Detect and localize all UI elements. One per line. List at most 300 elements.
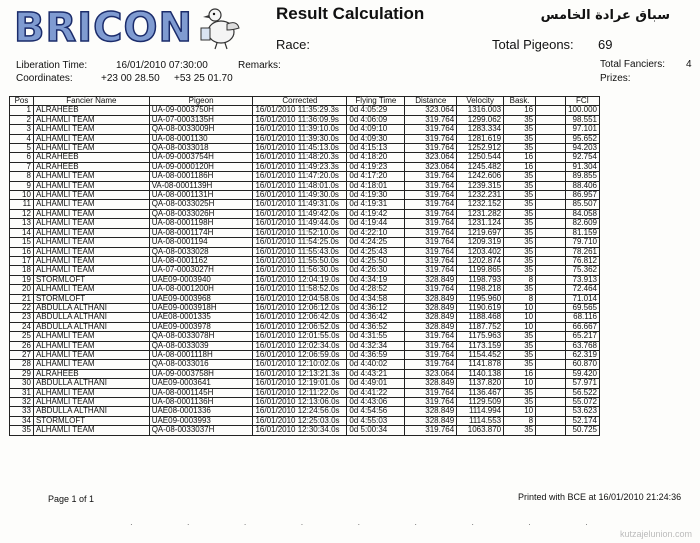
table-row bbox=[10, 191, 600, 200]
table-cell bbox=[536, 426, 566, 435]
table-cell bbox=[536, 303, 566, 312]
table-cell: 0d 4:36:52 bbox=[347, 322, 405, 331]
table-cell: 1195.960 bbox=[457, 294, 504, 303]
table-cell: 35 bbox=[504, 256, 536, 265]
table-cell: UAE09-0003940 bbox=[149, 275, 253, 284]
table-cell: 0d 4:25:50 bbox=[347, 256, 405, 265]
table-cell: 62.319 bbox=[565, 350, 599, 359]
table-cell: 1129.509 bbox=[457, 398, 504, 407]
total-pigeons-value: 69 bbox=[598, 37, 613, 52]
table-cell: 35 bbox=[504, 115, 536, 124]
table-cell bbox=[536, 153, 566, 162]
table-cell: 1209.319 bbox=[457, 238, 504, 247]
table-cell: 319.764 bbox=[405, 398, 457, 407]
table-cell: 1175.963 bbox=[457, 332, 504, 341]
table-cell: 10 bbox=[504, 303, 536, 312]
table-cell bbox=[536, 285, 566, 294]
table-cell: UA-09-0003750H bbox=[149, 106, 253, 115]
table-cell: 0d 4:05:29 bbox=[347, 106, 405, 115]
table-cell: 0d 4:19:23 bbox=[347, 162, 405, 171]
table-cell: 1239.315 bbox=[457, 181, 504, 190]
table-cell: 4 bbox=[10, 134, 34, 143]
table-cell bbox=[536, 228, 566, 237]
col-header bbox=[536, 97, 566, 106]
prizes-label: Prizes: bbox=[600, 73, 631, 84]
table-cell: 10 bbox=[504, 407, 536, 416]
table-cell: 92.754 bbox=[565, 153, 599, 162]
table-cell: STORMLOFT bbox=[33, 294, 149, 303]
table-cell: 94.203 bbox=[565, 144, 599, 153]
table-cell: 16 bbox=[504, 106, 536, 115]
table-row bbox=[10, 313, 600, 322]
table-cell: UA-08-0001174H bbox=[149, 228, 253, 237]
table-cell: UA-08-0001194 bbox=[149, 238, 253, 247]
table-cell: QA-08-0033025H bbox=[149, 200, 253, 209]
table-cell: 319.764 bbox=[405, 238, 457, 247]
table-cell: 35 bbox=[504, 388, 536, 397]
table-cell: 1231.282 bbox=[457, 209, 504, 218]
table-cell: 95.652 bbox=[565, 134, 599, 143]
table-cell: 35 bbox=[504, 181, 536, 190]
table-cell: ALRAHEEB bbox=[33, 369, 149, 378]
table-cell: ABDULLA ALTHANI bbox=[33, 407, 149, 416]
table-cell: 16/01/2010 12:19:01.0s bbox=[253, 379, 347, 388]
table-cell: 16/01/2010 11:49:42.0s bbox=[253, 209, 347, 218]
table-cell bbox=[536, 256, 566, 265]
table-cell: 53.623 bbox=[565, 407, 599, 416]
table-row bbox=[10, 115, 600, 124]
table-cell bbox=[536, 238, 566, 247]
table-cell: 35 bbox=[504, 209, 536, 218]
table-cell: 16/01/2010 11:52:10.0s bbox=[253, 228, 347, 237]
table-cell: 1 bbox=[10, 106, 34, 115]
table-cell: 35 bbox=[504, 219, 536, 228]
col-header: Bask. bbox=[504, 97, 536, 106]
table-cell: 16/01/2010 11:54:25.0s bbox=[253, 238, 347, 247]
table-cell: VA-08-0001139H bbox=[149, 181, 253, 190]
table-cell: UA-08-0001118H bbox=[149, 350, 253, 359]
table-cell: 79.710 bbox=[565, 238, 599, 247]
table-cell: UA-09-0003758H bbox=[149, 369, 253, 378]
table-cell: 1114.994 bbox=[457, 407, 504, 416]
table-cell: 0d 4:49:01 bbox=[347, 379, 405, 388]
table-row bbox=[10, 360, 600, 369]
table-cell: 1188.468 bbox=[457, 313, 504, 322]
table-cell bbox=[536, 209, 566, 218]
col-header: Pos bbox=[10, 97, 34, 106]
table-cell: 319.764 bbox=[405, 191, 457, 200]
table-cell: ALHAMLI TEAM bbox=[33, 256, 149, 265]
table-cell bbox=[536, 266, 566, 275]
coordinates-lat: +23 00 28.50 bbox=[101, 73, 160, 84]
table-cell: 35 bbox=[504, 426, 536, 435]
table-cell: ALHAMLI TEAM bbox=[33, 398, 149, 407]
table-cell bbox=[536, 398, 566, 407]
table-cell: 52.174 bbox=[565, 416, 599, 425]
table-cell: 328.849 bbox=[405, 275, 457, 284]
table-cell bbox=[536, 313, 566, 322]
table-cell: 21 bbox=[10, 294, 34, 303]
table-cell: 0d 4:36:59 bbox=[347, 350, 405, 359]
table-cell: 16/01/2010 11:47:20.0s bbox=[253, 172, 347, 181]
table-row bbox=[10, 285, 600, 294]
table-cell: 319.764 bbox=[405, 247, 457, 256]
table-cell: ALHAMLI TEAM bbox=[33, 350, 149, 359]
table-cell: UA-08-0001136H bbox=[149, 398, 253, 407]
col-header: Fancier Name bbox=[33, 97, 149, 106]
table-cell: 0d 4:17:20 bbox=[347, 172, 405, 181]
table-cell: ABDULLA ALTHANI bbox=[33, 322, 149, 331]
table-cell: ABDULLA ALTHANI bbox=[33, 313, 149, 322]
table-cell: 86.957 bbox=[565, 191, 599, 200]
table-cell: 323.064 bbox=[405, 153, 457, 162]
table-cell: 10 bbox=[504, 313, 536, 322]
table-cell: UAE09-0003968 bbox=[149, 294, 253, 303]
table-cell: ALRAHEEB bbox=[33, 106, 149, 115]
table-cell: 319.764 bbox=[405, 219, 457, 228]
table-row bbox=[10, 350, 600, 359]
table-cell: 98.551 bbox=[565, 115, 599, 124]
table-cell: 16/01/2010 11:49:44.0s bbox=[253, 219, 347, 228]
page-number: Page 1 of 1 bbox=[48, 494, 95, 504]
table-cell: 0d 4:54:56 bbox=[347, 407, 405, 416]
page-title: Result Calculation bbox=[276, 4, 425, 23]
table-cell: ALHAMLI TEAM bbox=[33, 388, 149, 397]
table-cell: QA-08-0033039 bbox=[149, 341, 253, 350]
table-cell: ALHAMLI TEAM bbox=[33, 125, 149, 134]
table-cell: 319.764 bbox=[405, 341, 457, 350]
table-cell: 2 bbox=[10, 115, 34, 124]
table-cell: 319.764 bbox=[405, 125, 457, 134]
table-cell: 35 bbox=[10, 426, 34, 435]
table-cell: ALHAMLI TEAM bbox=[33, 332, 149, 341]
table-cell: 0d 4:31:55 bbox=[347, 332, 405, 341]
arabic-race-title: سباق عرادة الخامس bbox=[540, 8, 670, 23]
table-cell: 319.764 bbox=[405, 181, 457, 190]
table-row bbox=[10, 162, 600, 171]
table-cell: UA-08-0001131H bbox=[149, 191, 253, 200]
watermark: kutzajelunion.com bbox=[619, 529, 692, 539]
col-header: Velocity bbox=[457, 97, 504, 106]
table-cell: 0d 4:19:44 bbox=[347, 219, 405, 228]
table-row bbox=[10, 153, 600, 162]
table-row bbox=[10, 144, 600, 153]
table-cell: 0d 4:55:03 bbox=[347, 416, 405, 425]
table-row bbox=[10, 369, 600, 378]
table-cell: 16/01/2010 12:24:56.0s bbox=[253, 407, 347, 416]
table-cell: 0d 4:22:10 bbox=[347, 228, 405, 237]
table-cell: UAE08-0001336 bbox=[149, 407, 253, 416]
table-cell: 34 bbox=[10, 416, 34, 425]
table-cell: 0d 4:18:20 bbox=[347, 153, 405, 162]
table-cell: 16/01/2010 11:49:31.0s bbox=[253, 200, 347, 209]
table-cell: 8 bbox=[504, 294, 536, 303]
table-row bbox=[10, 200, 600, 209]
table-cell: 0d 4:40:02 bbox=[347, 360, 405, 369]
table-cell: 35 bbox=[504, 350, 536, 359]
table-cell: 0d 4:34:58 bbox=[347, 294, 405, 303]
table-cell: 78.261 bbox=[565, 247, 599, 256]
table-cell: 323.064 bbox=[405, 369, 457, 378]
table-cell: 35 bbox=[504, 125, 536, 134]
table-cell: UA-08-0001186H bbox=[149, 172, 253, 181]
coordinates-lon: +53 25 01.70 bbox=[174, 73, 233, 84]
table-cell: 319.764 bbox=[405, 350, 457, 359]
table-cell: 100.000 bbox=[565, 106, 599, 115]
table-row bbox=[10, 303, 600, 312]
table-cell: QA-08-0033037H bbox=[149, 426, 253, 435]
table-cell: 56.522 bbox=[565, 388, 599, 397]
table-cell bbox=[536, 341, 566, 350]
table-cell: 68.116 bbox=[565, 313, 599, 322]
table-cell: 319.764 bbox=[405, 266, 457, 275]
table-cell: 0d 4:19:31 bbox=[347, 200, 405, 209]
table-cell: 32 bbox=[10, 398, 34, 407]
table-cell: 55.072 bbox=[565, 398, 599, 407]
table-cell: 72.464 bbox=[565, 285, 599, 294]
table-cell: 35 bbox=[504, 200, 536, 209]
table-cell bbox=[536, 388, 566, 397]
table-row bbox=[10, 416, 600, 425]
table-cell: 16/01/2010 11:35:29.3s bbox=[253, 106, 347, 115]
table-cell bbox=[536, 322, 566, 331]
table-cell: 319.764 bbox=[405, 172, 457, 181]
table-cell: 1190.619 bbox=[457, 303, 504, 312]
table-cell: 35 bbox=[504, 398, 536, 407]
table-cell: 16/01/2010 11:49:23.3s bbox=[253, 162, 347, 171]
table-cell: 16/01/2010 11:56:30.0s bbox=[253, 266, 347, 275]
coordinates-label: Coordinates: bbox=[16, 73, 73, 84]
table-cell: 89.855 bbox=[565, 172, 599, 181]
table-cell: 31 bbox=[10, 388, 34, 397]
table-cell: UA-08-0001198H bbox=[149, 219, 253, 228]
table-cell: 16/01/2010 12:06:12.0s bbox=[253, 303, 347, 312]
table-cell: 323.064 bbox=[405, 162, 457, 171]
table-cell: 8 bbox=[504, 275, 536, 284]
table-row bbox=[10, 256, 600, 265]
table-cell: ALHAMLI TEAM bbox=[33, 191, 149, 200]
table-cell: 29 bbox=[10, 369, 34, 378]
table-cell: 319.764 bbox=[405, 426, 457, 435]
table-cell: 1281.619 bbox=[457, 134, 504, 143]
table-cell: UAE09-0003993 bbox=[149, 416, 253, 425]
table-cell: 0d 4:36:42 bbox=[347, 313, 405, 322]
table-cell: UA-08-0001130 bbox=[149, 134, 253, 143]
table-row bbox=[10, 209, 600, 218]
table-cell bbox=[536, 294, 566, 303]
table-cell bbox=[536, 134, 566, 143]
table-cell: 28 bbox=[10, 360, 34, 369]
table-cell: 33 bbox=[10, 407, 34, 416]
table-cell: 16/01/2010 12:06:42.0s bbox=[253, 313, 347, 322]
col-header: Flying Time bbox=[347, 97, 405, 106]
table-cell: 1141.878 bbox=[457, 360, 504, 369]
table-cell: UA-09-0000120H bbox=[149, 162, 253, 171]
table-cell: 16/01/2010 12:06:52.0s bbox=[253, 322, 347, 331]
table-row bbox=[10, 322, 600, 331]
table-row bbox=[10, 228, 600, 237]
table-cell bbox=[536, 106, 566, 115]
table-body bbox=[10, 106, 600, 435]
table-cell: 35 bbox=[504, 191, 536, 200]
table-cell: 25 bbox=[10, 332, 34, 341]
table-cell: 0d 4:43:21 bbox=[347, 369, 405, 378]
table-cell: 9 bbox=[10, 181, 34, 190]
table-cell: 16/01/2010 11:55:50.0s bbox=[253, 256, 347, 265]
table-cell: 319.764 bbox=[405, 144, 457, 153]
table-cell: 35 bbox=[504, 266, 536, 275]
table-cell: 76.812 bbox=[565, 256, 599, 265]
table-cell: 1245.482 bbox=[457, 162, 504, 171]
table-cell: 88.406 bbox=[565, 181, 599, 190]
table-cell: ALHAMLI TEAM bbox=[33, 266, 149, 275]
table-cell: ALRAHEEB bbox=[33, 162, 149, 171]
table-cell: ALHAMLI TEAM bbox=[33, 172, 149, 181]
table-cell bbox=[536, 191, 566, 200]
table-cell: 0d 4:18:01 bbox=[347, 181, 405, 190]
table-cell: 30 bbox=[10, 379, 34, 388]
table-cell: 16/01/2010 11:45:13.0s bbox=[253, 144, 347, 153]
table-row bbox=[10, 134, 600, 143]
table-cell bbox=[536, 115, 566, 124]
table-cell: 1198.793 bbox=[457, 275, 504, 284]
table-cell: UAE08-0001335 bbox=[149, 313, 253, 322]
table-cell: 16/01/2010 12:06:59.0s bbox=[253, 350, 347, 359]
table-cell: 7 bbox=[10, 162, 34, 171]
table-cell: 0d 4:19:42 bbox=[347, 209, 405, 218]
table-cell: 16/01/2010 11:49:30.0s bbox=[253, 191, 347, 200]
table-row bbox=[10, 219, 600, 228]
table-cell: 5 bbox=[10, 144, 34, 153]
table-row bbox=[10, 407, 600, 416]
table-cell: UAE09-0003978 bbox=[149, 322, 253, 331]
table-cell: 0d 4:09:10 bbox=[347, 125, 405, 134]
table-cell: 16 bbox=[504, 162, 536, 171]
table-cell: QA-08-0033078H bbox=[149, 332, 253, 341]
table-cell: 328.849 bbox=[405, 322, 457, 331]
table-cell: 35 bbox=[504, 285, 536, 294]
table-cell: 16/01/2010 11:48:01.0s bbox=[253, 181, 347, 190]
table-cell: 328.849 bbox=[405, 416, 457, 425]
table-cell: 16/01/2010 12:13:21.3s bbox=[253, 369, 347, 378]
table-cell: 1231.124 bbox=[457, 219, 504, 228]
table-cell: 0d 4:32:34 bbox=[347, 341, 405, 350]
table-cell: 1232.231 bbox=[457, 191, 504, 200]
table-cell: QA-08-0033026H bbox=[149, 209, 253, 218]
table-row bbox=[10, 388, 600, 397]
table-cell: 1063.870 bbox=[457, 426, 504, 435]
table-cell: 1199.865 bbox=[457, 266, 504, 275]
table-cell: ALHAMLI TEAM bbox=[33, 144, 149, 153]
table-header-row bbox=[10, 97, 600, 106]
table-cell: 1232.152 bbox=[457, 200, 504, 209]
table-cell: 10 bbox=[10, 191, 34, 200]
table-cell: 16/01/2010 12:11:22.0s bbox=[253, 388, 347, 397]
table-row bbox=[10, 247, 600, 256]
table-cell: 0d 4:34:19 bbox=[347, 275, 405, 284]
table-cell: 50.725 bbox=[565, 426, 599, 435]
table-cell bbox=[536, 379, 566, 388]
table-cell: 328.849 bbox=[405, 379, 457, 388]
table-cell: QA-08-0033018 bbox=[149, 144, 253, 153]
table-cell: 16/01/2010 12:01:55.0s bbox=[253, 332, 347, 341]
table-cell: 16 bbox=[504, 369, 536, 378]
table-row bbox=[10, 275, 600, 284]
table-row bbox=[10, 172, 600, 181]
table-cell: 16/01/2010 11:39:30.0s bbox=[253, 134, 347, 143]
table-cell: UA-08-0001145H bbox=[149, 388, 253, 397]
table-cell: 1187.752 bbox=[457, 322, 504, 331]
table-cell bbox=[536, 181, 566, 190]
table-cell: 16/01/2010 11:48:20.3s bbox=[253, 153, 347, 162]
table-cell: 23 bbox=[10, 313, 34, 322]
table-row bbox=[10, 332, 600, 341]
table-cell: 10 bbox=[504, 379, 536, 388]
table-cell: 16/01/2010 11:39:10.0s bbox=[253, 125, 347, 134]
table-cell bbox=[536, 144, 566, 153]
table-cell: QA-08-0033009H bbox=[149, 125, 253, 134]
table-cell bbox=[536, 407, 566, 416]
table-cell: 319.764 bbox=[405, 360, 457, 369]
table-cell: 35 bbox=[504, 238, 536, 247]
table-cell: 16/01/2010 12:25:03.0s bbox=[253, 416, 347, 425]
table-cell: 319.764 bbox=[405, 209, 457, 218]
table-cell: 1137.820 bbox=[457, 379, 504, 388]
col-header: FCI bbox=[565, 97, 599, 106]
bricon-logo bbox=[14, 6, 200, 50]
table-row bbox=[10, 181, 600, 190]
total-fanciers-value: 4 bbox=[686, 59, 692, 70]
table-cell: 328.849 bbox=[405, 303, 457, 312]
table-cell: 11 bbox=[10, 200, 34, 209]
table-cell: 1250.544 bbox=[457, 153, 504, 162]
table-cell: 16/01/2010 11:55:43.0s bbox=[253, 247, 347, 256]
table-cell: 35 bbox=[504, 360, 536, 369]
col-header: Distance bbox=[405, 97, 457, 106]
table-cell: 328.849 bbox=[405, 313, 457, 322]
results-table bbox=[9, 96, 600, 436]
table-cell: UA-07-0003027H bbox=[149, 266, 253, 275]
table-cell: 16 bbox=[10, 247, 34, 256]
table-cell: ALHAMLI TEAM bbox=[33, 134, 149, 143]
table-cell: ALHAMLI TEAM bbox=[33, 426, 149, 435]
table-cell: 15 bbox=[10, 238, 34, 247]
table-cell: 6 bbox=[10, 153, 34, 162]
table-cell: 1173.159 bbox=[457, 341, 504, 350]
table-cell: 75.362 bbox=[565, 266, 599, 275]
table-cell: 57.971 bbox=[565, 379, 599, 388]
table-cell: 0d 5:00:34 bbox=[347, 426, 405, 435]
table-cell: ALHAMLI TEAM bbox=[33, 285, 149, 294]
table-cell: UA-09-0003754H bbox=[149, 153, 253, 162]
table-cell: ALHAMLI TEAM bbox=[33, 200, 149, 209]
table-cell: 35 bbox=[504, 134, 536, 143]
table-cell: UA-08-0001162 bbox=[149, 256, 253, 265]
table-cell: ALHAMLI TEAM bbox=[33, 115, 149, 124]
table-cell: 71.014 bbox=[565, 294, 599, 303]
table-cell: 35 bbox=[504, 341, 536, 350]
col-header: Pigeon bbox=[149, 97, 253, 106]
table-cell bbox=[536, 350, 566, 359]
table-cell bbox=[536, 275, 566, 284]
pigeon-mascot-icon bbox=[197, 2, 241, 50]
table-cell: 8 bbox=[504, 416, 536, 425]
table-cell: 19 bbox=[10, 275, 34, 284]
table-cell: 1316.003 bbox=[457, 106, 504, 115]
table-cell: 16/01/2010 12:02:34.0s bbox=[253, 341, 347, 350]
table-cell: 14 bbox=[10, 228, 34, 237]
col-header: Corrected bbox=[253, 97, 347, 106]
